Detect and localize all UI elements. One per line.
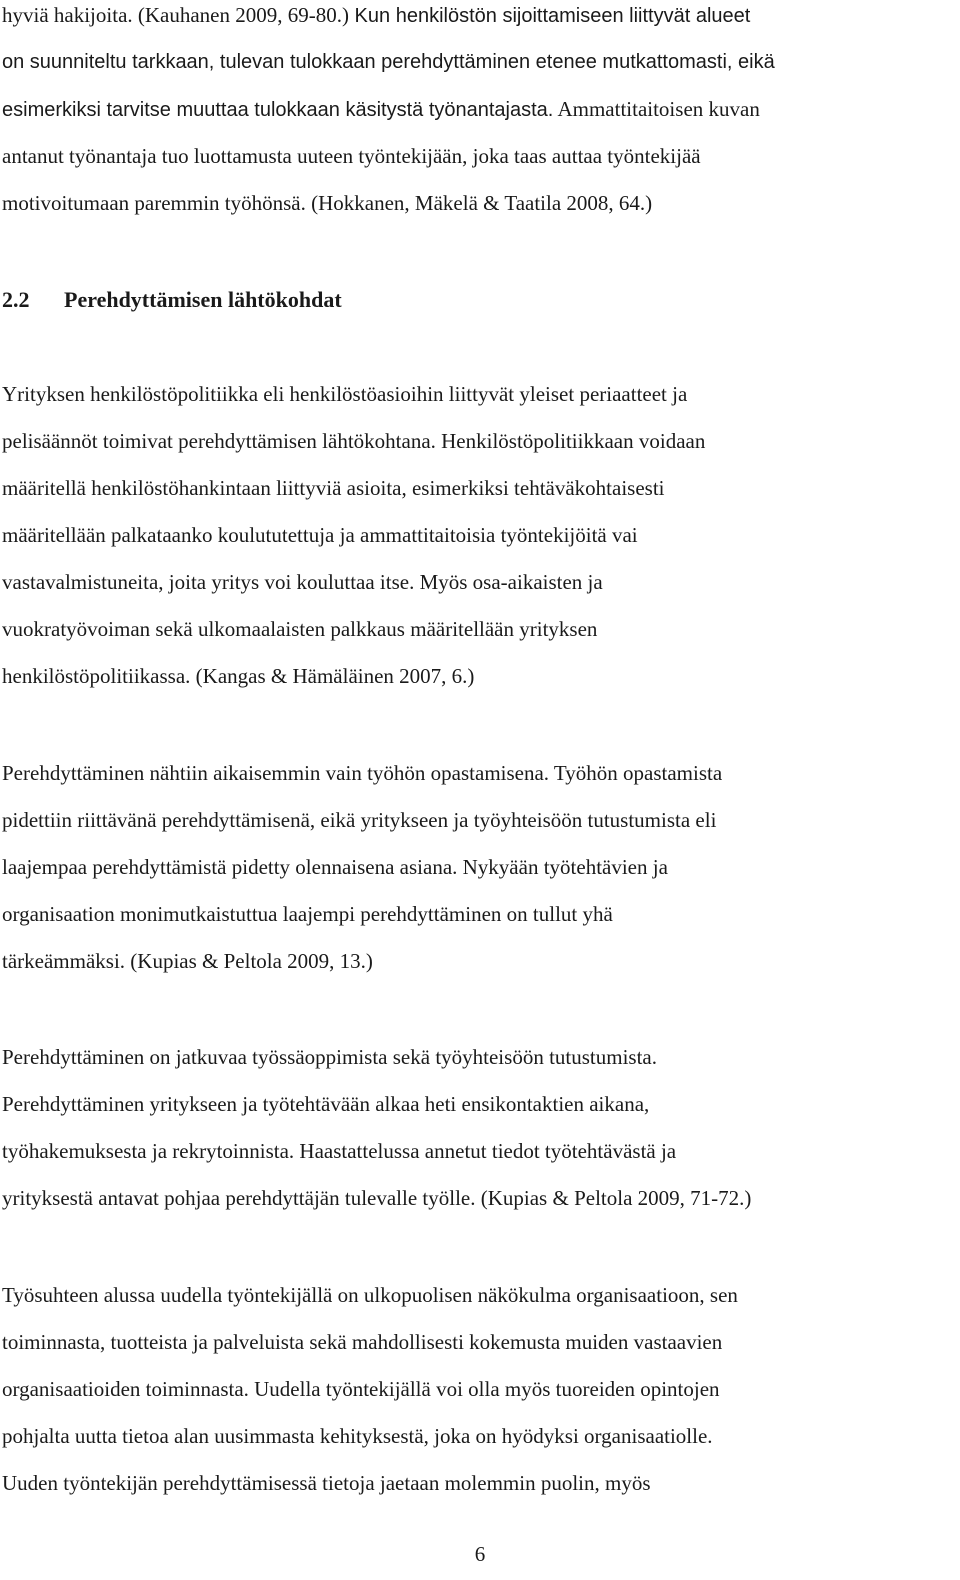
- text-line: organisaation monimutkaistuttua laajempi perehdyttäminen on tullut yhä: [2, 902, 613, 926]
- text-line: Työsuhteen alussa uudella työntekijällä on ulkopuolisen näkökulma organisaatioon, sen: [2, 1283, 738, 1307]
- text-segment: Kun henkilöstön sijoittamiseen liittyvät alueet: [349, 5, 751, 27]
- text-line: pohjalta uutta tietoa alan uusimmasta kehityksestä, joka on hyödyksi organisaatiolle.: [2, 1424, 713, 1448]
- text-line: työhakemuksesta ja rekrytoinnista. Haastattelussa annetut tiedot työtehtävästä ja: [2, 1139, 677, 1163]
- text-line: määritellä henkilöstöhankintaan liittyviä asioita, esimerkiksi tehtäväkohtaisesti: [2, 476, 665, 500]
- text-line: organisaatioiden toiminnasta. Uudella työntekijällä voi olla myös tuoreiden opintojen: [2, 1377, 720, 1401]
- section-number: 2.2: [2, 287, 30, 312]
- text-line: tärkeämmäksi. (Kupias & Peltola 2009, 13.): [2, 949, 373, 973]
- text-line: henkilöstöpolitiikassa. (Kangas & Hämäläinen 2007, 6.): [2, 664, 475, 688]
- text-segment: Ammattitaitoisen kuvan: [553, 97, 760, 121]
- text-line: Perehdyttäminen yritykseen ja työtehtävään alkaa heti ensikontaktien aikana,: [2, 1092, 650, 1116]
- page-number: 6: [474, 1542, 486, 1566]
- text-line: Yrityksen henkilöstöpolitiikka eli henkilöstöasioihin liittyvät yleiset periaatteet ja: [2, 382, 688, 406]
- section-heading: [2, 287, 342, 313]
- text-line: Perehdyttäminen on jatkuvaa työssäoppimista sekä työyhteisöön tutustumista.: [2, 1045, 657, 1069]
- text-line: pidettiin riittävänä perehdyttämisenä, eikä yritykseen ja työyhteisöön tutustumista eli: [2, 808, 717, 832]
- text-line: vastavalmistuneita, joita yritys voi kouluttaa itse. Myös osa-aikaisten ja: [2, 570, 603, 594]
- text-line: on suunniteltu tarkkaan, tulevan tulokkaan perehdyttäminen etenee mutkattomasti, eikä: [2, 51, 775, 73]
- text-line: määritellään palkataanko koulututettuja ja ammattitaitoisia työntekijöitä vai: [2, 523, 638, 547]
- text-line: laajempaa perehdyttämistä pidetty olennaisena asiana. Nykyään työtehtävien ja: [2, 855, 668, 879]
- text-line: Uuden työntekijän perehdyttämisessä tietoja jaetaan molemmin puolin, myös: [2, 1471, 651, 1495]
- text-line: pelisäännöt toimivat perehdyttämisen lähtökohtana. Henkilöstöpolitiikkaan voidaan: [2, 429, 706, 453]
- text-line: motivoitumaan paremmin työhönsä. (Hokkanen, Mäkelä & Taatila 2008, 64.): [2, 191, 653, 215]
- text-line: toiminnasta, tuotteista ja palveluista sekä mahdollisesti kokemusta muiden vastaavien: [2, 1330, 723, 1354]
- text-segment: esimerkiksi tarvitse muuttaa tulokkaan käsitystä työnantajasta.: [2, 99, 554, 121]
- text-segment: hyviä hakijoita. (Kauhanen 2009, 69-80.): [2, 3, 349, 27]
- text-line: [2, 2, 750, 29]
- text-line: [2, 96, 760, 123]
- text-line: antanut työnantaja tuo luottamusta uuteen työntekijään, joka taas auttaa työntekijää: [2, 144, 701, 168]
- text-line: Perehdyttäminen nähtiin aikaisemmin vain työhön opastamisena. Työhön opastamista: [2, 761, 723, 785]
- text-line: vuokratyövoiman sekä ulkomaalaisten palkkaus määritellään yrityksen: [2, 617, 598, 641]
- section-title: Perehdyttämisen lähtökohdat: [64, 287, 342, 312]
- text-line: yrityksestä antavat pohjaa perehdyttäjän tulevalle työlle. (Kupias & Peltola 2009, 71-72.): [2, 1186, 752, 1210]
